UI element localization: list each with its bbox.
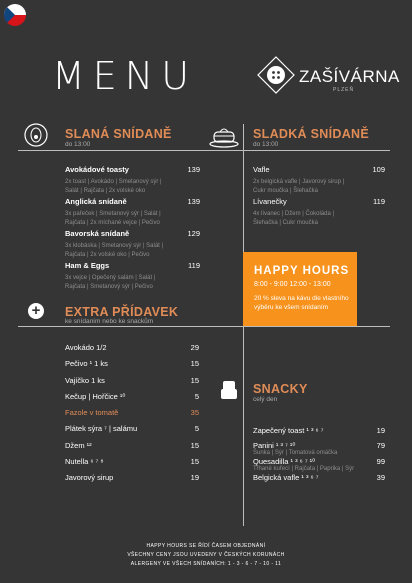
item-desc: Trhané kuřecí | Rajčata | Paprika | Sýr bbox=[253, 466, 355, 472]
czech-flag-icon[interactable] bbox=[4, 4, 26, 26]
happy-hours-box bbox=[243, 252, 357, 326]
happy-hours-desc: 20 % sleva na kávu dle vlastního bbox=[254, 295, 349, 302]
divider bbox=[18, 326, 390, 327]
menu-list-pridavek bbox=[65, 343, 199, 490]
item-name: Fazole v tomatě bbox=[65, 408, 119, 418]
list-item[interactable] bbox=[65, 359, 199, 375]
list-item[interactable] bbox=[253, 441, 385, 457]
footer-note: VŠECHNY CENY JSOU UVEDENY V ČESKÝCH KORUNÁCH bbox=[127, 552, 285, 558]
item-desc: 3x pařeček | Smetanový sýr | Salát | bbox=[65, 211, 161, 217]
item-desc: 4x lívanec | Džem | Čokoláda | bbox=[253, 211, 335, 217]
list-item[interactable] bbox=[65, 261, 200, 293]
item-name: Ham & Eggs bbox=[65, 261, 110, 270]
item-price: 5 bbox=[194, 391, 199, 401]
brand-location: PLZEŇ bbox=[333, 87, 355, 93]
item-name: Vafle bbox=[253, 165, 270, 174]
list-item[interactable] bbox=[65, 165, 200, 197]
avocado-toast-icon bbox=[23, 122, 49, 153]
list-item[interactable] bbox=[65, 343, 199, 359]
happy-hours-title: HAPPY HOURS bbox=[254, 265, 350, 277]
item-price: 119 bbox=[373, 197, 385, 206]
item-name: Plátek sýra ⁷ | salámu bbox=[65, 424, 138, 434]
item-name: Lívanečky bbox=[253, 197, 287, 206]
list-item[interactable] bbox=[253, 473, 385, 488]
item-price: 129 bbox=[187, 229, 200, 238]
menu-list-sladka bbox=[253, 165, 385, 229]
item-name: Quesadilla ¹ ³ ⁶ ⁷ ¹⁰ bbox=[253, 457, 316, 466]
item-price: 99 bbox=[376, 457, 385, 466]
item-price: 15 bbox=[190, 457, 199, 467]
list-item[interactable] bbox=[65, 376, 199, 392]
item-name: Nutella ⁶ ⁷ ⁸ bbox=[65, 457, 104, 467]
item-name: Bavorská snídaně bbox=[65, 229, 130, 238]
list-item[interactable] bbox=[65, 424, 199, 440]
item-price: 5 bbox=[194, 424, 199, 434]
section-sub-pridavek: ke snídaním nebo ke snackům bbox=[65, 318, 154, 325]
item-name: Kečup | Hořčice ¹⁰ bbox=[65, 391, 126, 401]
item-price: 109 bbox=[372, 165, 385, 174]
item-desc: Rajčata | Smetanový sýr | Pečivo bbox=[65, 284, 153, 290]
item-name: Panini ¹ ³ ⁷ ¹⁰ bbox=[253, 441, 296, 450]
item-name: Javorový sirup bbox=[65, 473, 114, 483]
menu-list-slana bbox=[65, 165, 200, 293]
list-item[interactable] bbox=[65, 229, 200, 261]
footer-note: ALERGENY VE VŠECH SNÍDANÍCH: 1 - 3 - 6 - 7 - 10 - 11 bbox=[130, 561, 282, 567]
footer-note: HAPPY HOURS SE ŘÍDÍ ČASEM OBJEDNÁNÍ bbox=[146, 543, 266, 549]
list-item[interactable] bbox=[65, 441, 199, 457]
item-desc: Cukr moučka | Šlehačka bbox=[253, 188, 318, 194]
brand-name: ZAŠÍVÁRNA bbox=[299, 67, 400, 86]
item-name: Zapečený toast ¹ ³ ⁶ ⁷ bbox=[253, 426, 324, 435]
happy-hours-desc: výběru ke všem snídaním bbox=[254, 304, 329, 311]
list-item[interactable] bbox=[253, 457, 385, 473]
item-price: 19 bbox=[376, 426, 385, 435]
item-desc: Salát | Rajčata | 2x volské oko bbox=[65, 188, 146, 194]
item-price: 139 bbox=[187, 197, 200, 206]
section-title-sladka: SLADKÁ SNÍDANĚ bbox=[253, 127, 370, 141]
item-desc: 3x klobáska | Smetanový sýr | Salát | bbox=[65, 243, 164, 249]
item-price: 15 bbox=[190, 440, 199, 450]
item-desc: Šunka | Sýr | Tomatová omáčka bbox=[253, 450, 338, 456]
toaster-icon bbox=[220, 379, 238, 406]
list-item[interactable] bbox=[253, 426, 385, 441]
pancakes-icon bbox=[208, 124, 240, 153]
section-sub-snacky: celý den bbox=[253, 396, 278, 403]
section-sub-slana: do 13:00 bbox=[65, 141, 91, 148]
item-price: 15 bbox=[190, 375, 199, 385]
page-title: MENU bbox=[52, 54, 198, 98]
item-desc: Rajčata | 2x volské oko | Pečivo bbox=[65, 252, 150, 258]
item-name: Belgická vafle ¹ ³ ⁶ ⁷ bbox=[253, 473, 319, 482]
item-name: Džem ¹² bbox=[65, 440, 92, 450]
list-item[interactable] bbox=[65, 197, 200, 229]
list-item[interactable] bbox=[253, 165, 385, 197]
section-title-snacky: SNACKY bbox=[253, 382, 308, 396]
item-desc: Rajčata | 2x míchané vejce | Pečivo bbox=[65, 220, 160, 226]
plus-icon: + bbox=[28, 303, 44, 319]
item-price: 15 bbox=[190, 359, 199, 369]
item-desc: 2x toast | Avokádo | Smetanový sýr | bbox=[65, 179, 162, 185]
item-desc: 2x belgická vafle | Javorový sirup | bbox=[253, 179, 345, 185]
happy-hours-time: 8:00 - 9:00 12:00 - 13:00 bbox=[254, 281, 331, 288]
item-price: 119 bbox=[188, 261, 200, 270]
item-price: 139 bbox=[187, 165, 200, 174]
list-item[interactable] bbox=[65, 473, 199, 489]
item-price: 79 bbox=[376, 441, 385, 450]
list-item[interactable] bbox=[65, 408, 199, 424]
item-name: Avokádové toasty bbox=[65, 165, 129, 174]
item-name: Avokádo 1/2 bbox=[65, 343, 107, 352]
item-price: 35 bbox=[190, 408, 199, 418]
list-item[interactable] bbox=[65, 457, 199, 473]
item-price: 39 bbox=[376, 473, 385, 482]
item-price: 29 bbox=[190, 343, 199, 352]
item-name: Anglická snídaně bbox=[65, 197, 127, 206]
item-name: Vajíčko 1 ks bbox=[65, 375, 105, 385]
list-item[interactable] bbox=[253, 197, 385, 229]
section-title-pridavek: EXTRA PŘÍDAVEK bbox=[65, 305, 179, 319]
divider bbox=[18, 150, 390, 151]
item-price: 19 bbox=[190, 473, 199, 483]
menu-list-snacky bbox=[253, 426, 385, 488]
list-item[interactable] bbox=[65, 392, 199, 408]
item-name: Pečivo ¹ 1 ks bbox=[65, 359, 108, 369]
section-title-slana: SLANÁ SNÍDANĚ bbox=[65, 127, 172, 141]
section-sub-sladka: do 13:00 bbox=[253, 141, 279, 148]
item-desc: 3x vejce | Opečený salám | Salát | bbox=[65, 275, 156, 281]
item-desc: Šlehačka | Cukr moučka bbox=[253, 220, 318, 226]
button-logo-icon bbox=[257, 56, 295, 99]
